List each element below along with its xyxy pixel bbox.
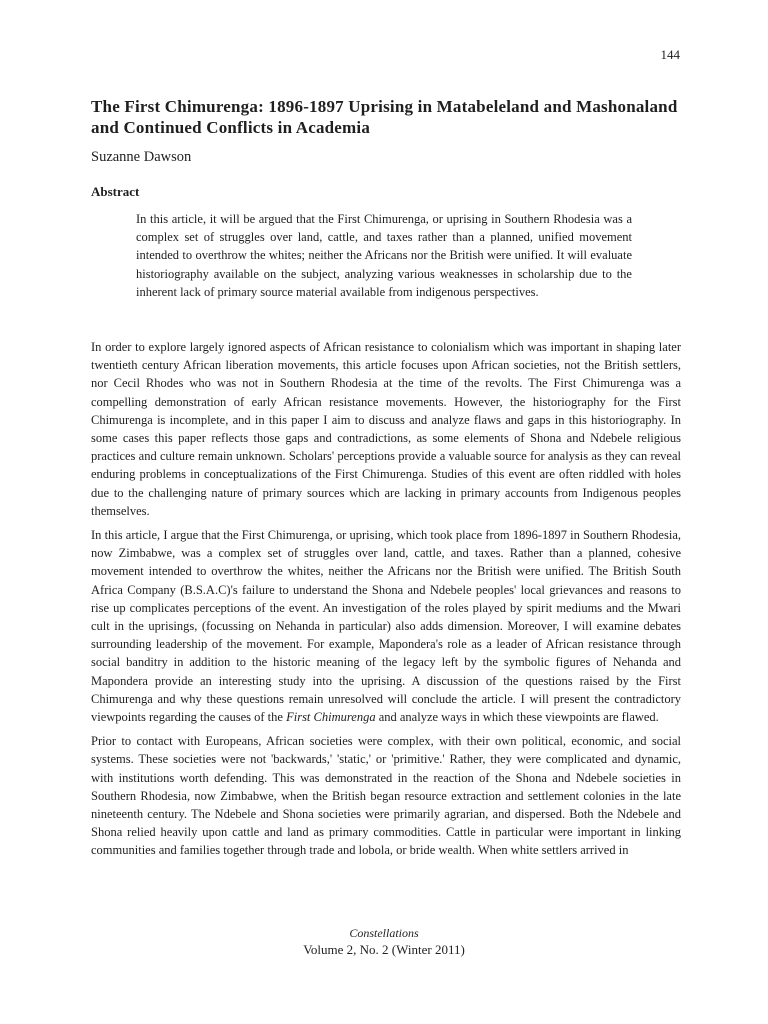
author-name: Suzanne Dawson xyxy=(91,149,192,165)
paragraph-2-ending: and analyze ways in which these viewpoints are flawed. xyxy=(375,710,659,725)
paragraph-2-text: In this article, I argue that the First Chimurenga, or uprising, which took place from 1896-1897 in Southern Rhodesia, now Zimbabwe, was a complex set of struggles over land, cattle, and taxes. Rather than a planned, cohesive movement intended to overthrow the whites, neither the Africans nor the British were unified. The British South Africa Company (B.S.A.C)'s failure to understand the Shona and Ndebele peoples' local grievances and reasons to rise up complicates perceptions of the event. An investigation of the roles played by spirit mediums and the Mwari cult in the uprisings, (focussing on Nehanda in particular) also adds dimension. Moreover, I will examine debates surrounding leadership of the movement. For example, Mapondera's role as a leader of African resistance through social banditry in addition to the historic meaning of the legacy left by the symbolic figures of Nehanda and Mapondera provide an interesting study into the uprising. A discussion of the questions raised by the First Chimurenga and why these questions remain unresolved will conclude the article. I will present the contradictory viewpoints regarding the causes of the xyxy=(91,528,681,725)
journal-name: Constellations xyxy=(349,926,419,940)
article-body xyxy=(91,338,681,866)
article-title: The First Chimurenga: 1896-1897 Uprising in Matabeleland and Mashonaland and Continued Conflicts in Academia xyxy=(91,97,678,137)
italic-term: First Chimurenga xyxy=(286,710,376,725)
abstract-text: In this article, it will be argued that the First Chimurenga, or uprising in Southern Rhodesia was a complex set of struggles over land, cattle, and taxes rather than a planned, unified movement intended to overthrow the whites; neither the Africans nor the British were unified. It will evaluate historiography available on the subject, analyzing various weaknesses in scholarship due to the inherent lack of primary source material available from indigenous perspectives. xyxy=(136,212,632,299)
abstract-heading: Abstract xyxy=(91,184,140,199)
body-paragraph-2 xyxy=(91,526,681,726)
page-footer xyxy=(0,925,768,959)
journal-volume: Volume 2, No. 2 (Winter 2011) xyxy=(303,942,465,957)
page-number: 144 xyxy=(660,47,680,62)
body-paragraph-3: Prior to contact with Europeans, African societies were complex, with their own political, economic, and social systems. These societies were not 'backwards,' 'static,' or 'primitive.' Rather, they were complicated and dynamic, with institutions worth defending. This was demonstrated in the reaction of the Shona and Ndebele societies in Southern Rhodesia, now Zimbabwe, when the British began resource extraction and settlement colonies in the late nineteenth century. The Ndebele and Shona societies were primarily agrarian, and dispersed. Both the Ndebele and Shona relied heavily upon cattle and land as primary commodities. Cattle in particular were important in linking communities and families together through trade and lobola, or bride wealth. When white settlers arrived in xyxy=(91,734,681,858)
body-paragraph-1: In order to explore largely ignored aspects of African resistance to colonialism which was important in shaping later twentieth century African liberation movements, this article focuses upon African societies, not the British settlers, nor Cecil Rhodes who was not in Southern Rhodesia at the time of the revolts. The First Chimurenga was a compelling demonstration of early African resistance movements. However, the historiography for the First Chimurenga is incomplete, and in this paper I aim to discuss and analyze flaws and gaps in this historiography. In some cases this paper reflects those gaps and contradictions, as some elements of Shona and Ndebele religious practices and culture remain unknown. Scholars' perceptions provide a valuable source for analysis as they can reveal enduring problems in conceptualizations of the First Chimurenga. Studies of this event are often riddled with holes due to the challenging nature of primary sources which are lacking in primary accounts from Indigenous peoples themselves. xyxy=(91,340,681,518)
